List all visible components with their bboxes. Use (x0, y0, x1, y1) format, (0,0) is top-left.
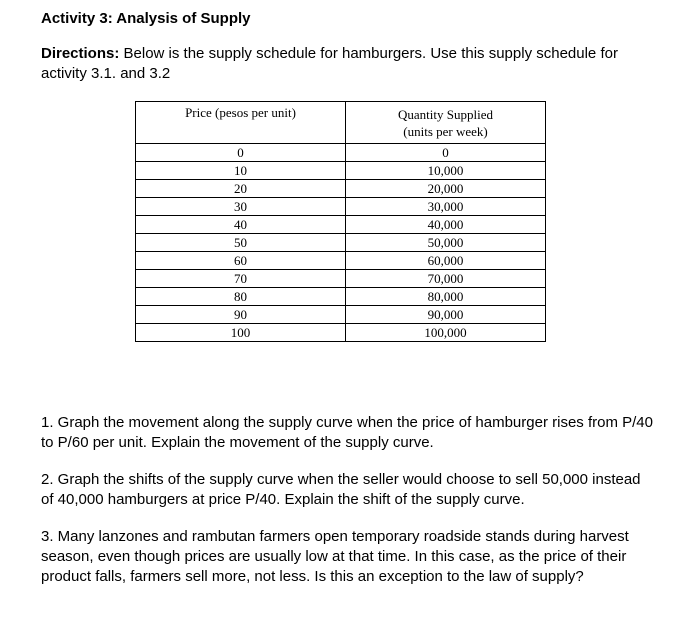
price-cell: 20 (136, 180, 346, 198)
price-column-header: Price (pesos per unit) (136, 102, 346, 144)
page-title: Activity 3: Analysis of Supply (41, 10, 251, 27)
table-row (136, 216, 546, 234)
price-cell: 40 (136, 216, 346, 234)
directions-label: Directions: (41, 45, 120, 62)
table-row (136, 198, 546, 216)
quantity-cell: 70,000 (346, 270, 546, 288)
quantity-column-header (346, 102, 546, 144)
quantity-cell: 0 (346, 144, 546, 162)
directions-text: Below is the supply schedule for hamburgers. Use this supply schedule for activity 3.1. and 3.2 (41, 45, 618, 82)
quantity-cell: 10,000 (346, 162, 546, 180)
supply-schedule-table (135, 101, 546, 342)
table-header-row (136, 102, 546, 144)
directions-paragraph (41, 44, 651, 84)
quantity-cell: 100,000 (346, 324, 546, 342)
quantity-cell: 80,000 (346, 288, 546, 306)
table-row (136, 324, 546, 342)
quantity-header-line1: Quantity Supplied (398, 106, 493, 122)
quantity-cell: 40,000 (346, 216, 546, 234)
price-cell: 0 (136, 144, 346, 162)
quantity-cell: 20,000 (346, 180, 546, 198)
table-row (136, 270, 546, 288)
table-row (136, 144, 546, 162)
quantity-header-line2: (units per week) (403, 123, 488, 139)
quantity-cell: 30,000 (346, 198, 546, 216)
quantity-cell: 60,000 (346, 252, 546, 270)
quantity-cell: 90,000 (346, 306, 546, 324)
price-cell: 70 (136, 270, 346, 288)
price-cell: 10 (136, 162, 346, 180)
question-2: 2. Graph the shifts of the supply curve when the seller would choose to sell 50,000 instead of 40,000 hamburgers at price P/40. Explain the shift of the supply curve. (41, 471, 641, 508)
price-cell: 80 (136, 288, 346, 306)
table-row (136, 180, 546, 198)
table-row (136, 234, 546, 252)
question-3: 3. Many lanzones and rambutan farmers open temporary roadside stands during harvest season, even though prices are usually low at that time. In this case, as the price of their product falls, farmers sell more, not less. Is this an exception to the law of supply? (41, 528, 629, 585)
price-cell: 50 (136, 234, 346, 252)
price-cell: 90 (136, 306, 346, 324)
table-row (136, 288, 546, 306)
price-cell: 30 (136, 198, 346, 216)
price-cell: 100 (136, 324, 346, 342)
price-cell: 60 (136, 252, 346, 270)
table-row (136, 252, 546, 270)
table-row (136, 162, 546, 180)
table-row (136, 306, 546, 324)
quantity-cell: 50,000 (346, 234, 546, 252)
question-1: 1. Graph the movement along the supply curve when the price of hamburger rises from P/40 to P/60 per unit. Explain the movement of the supply curve. (41, 414, 653, 451)
